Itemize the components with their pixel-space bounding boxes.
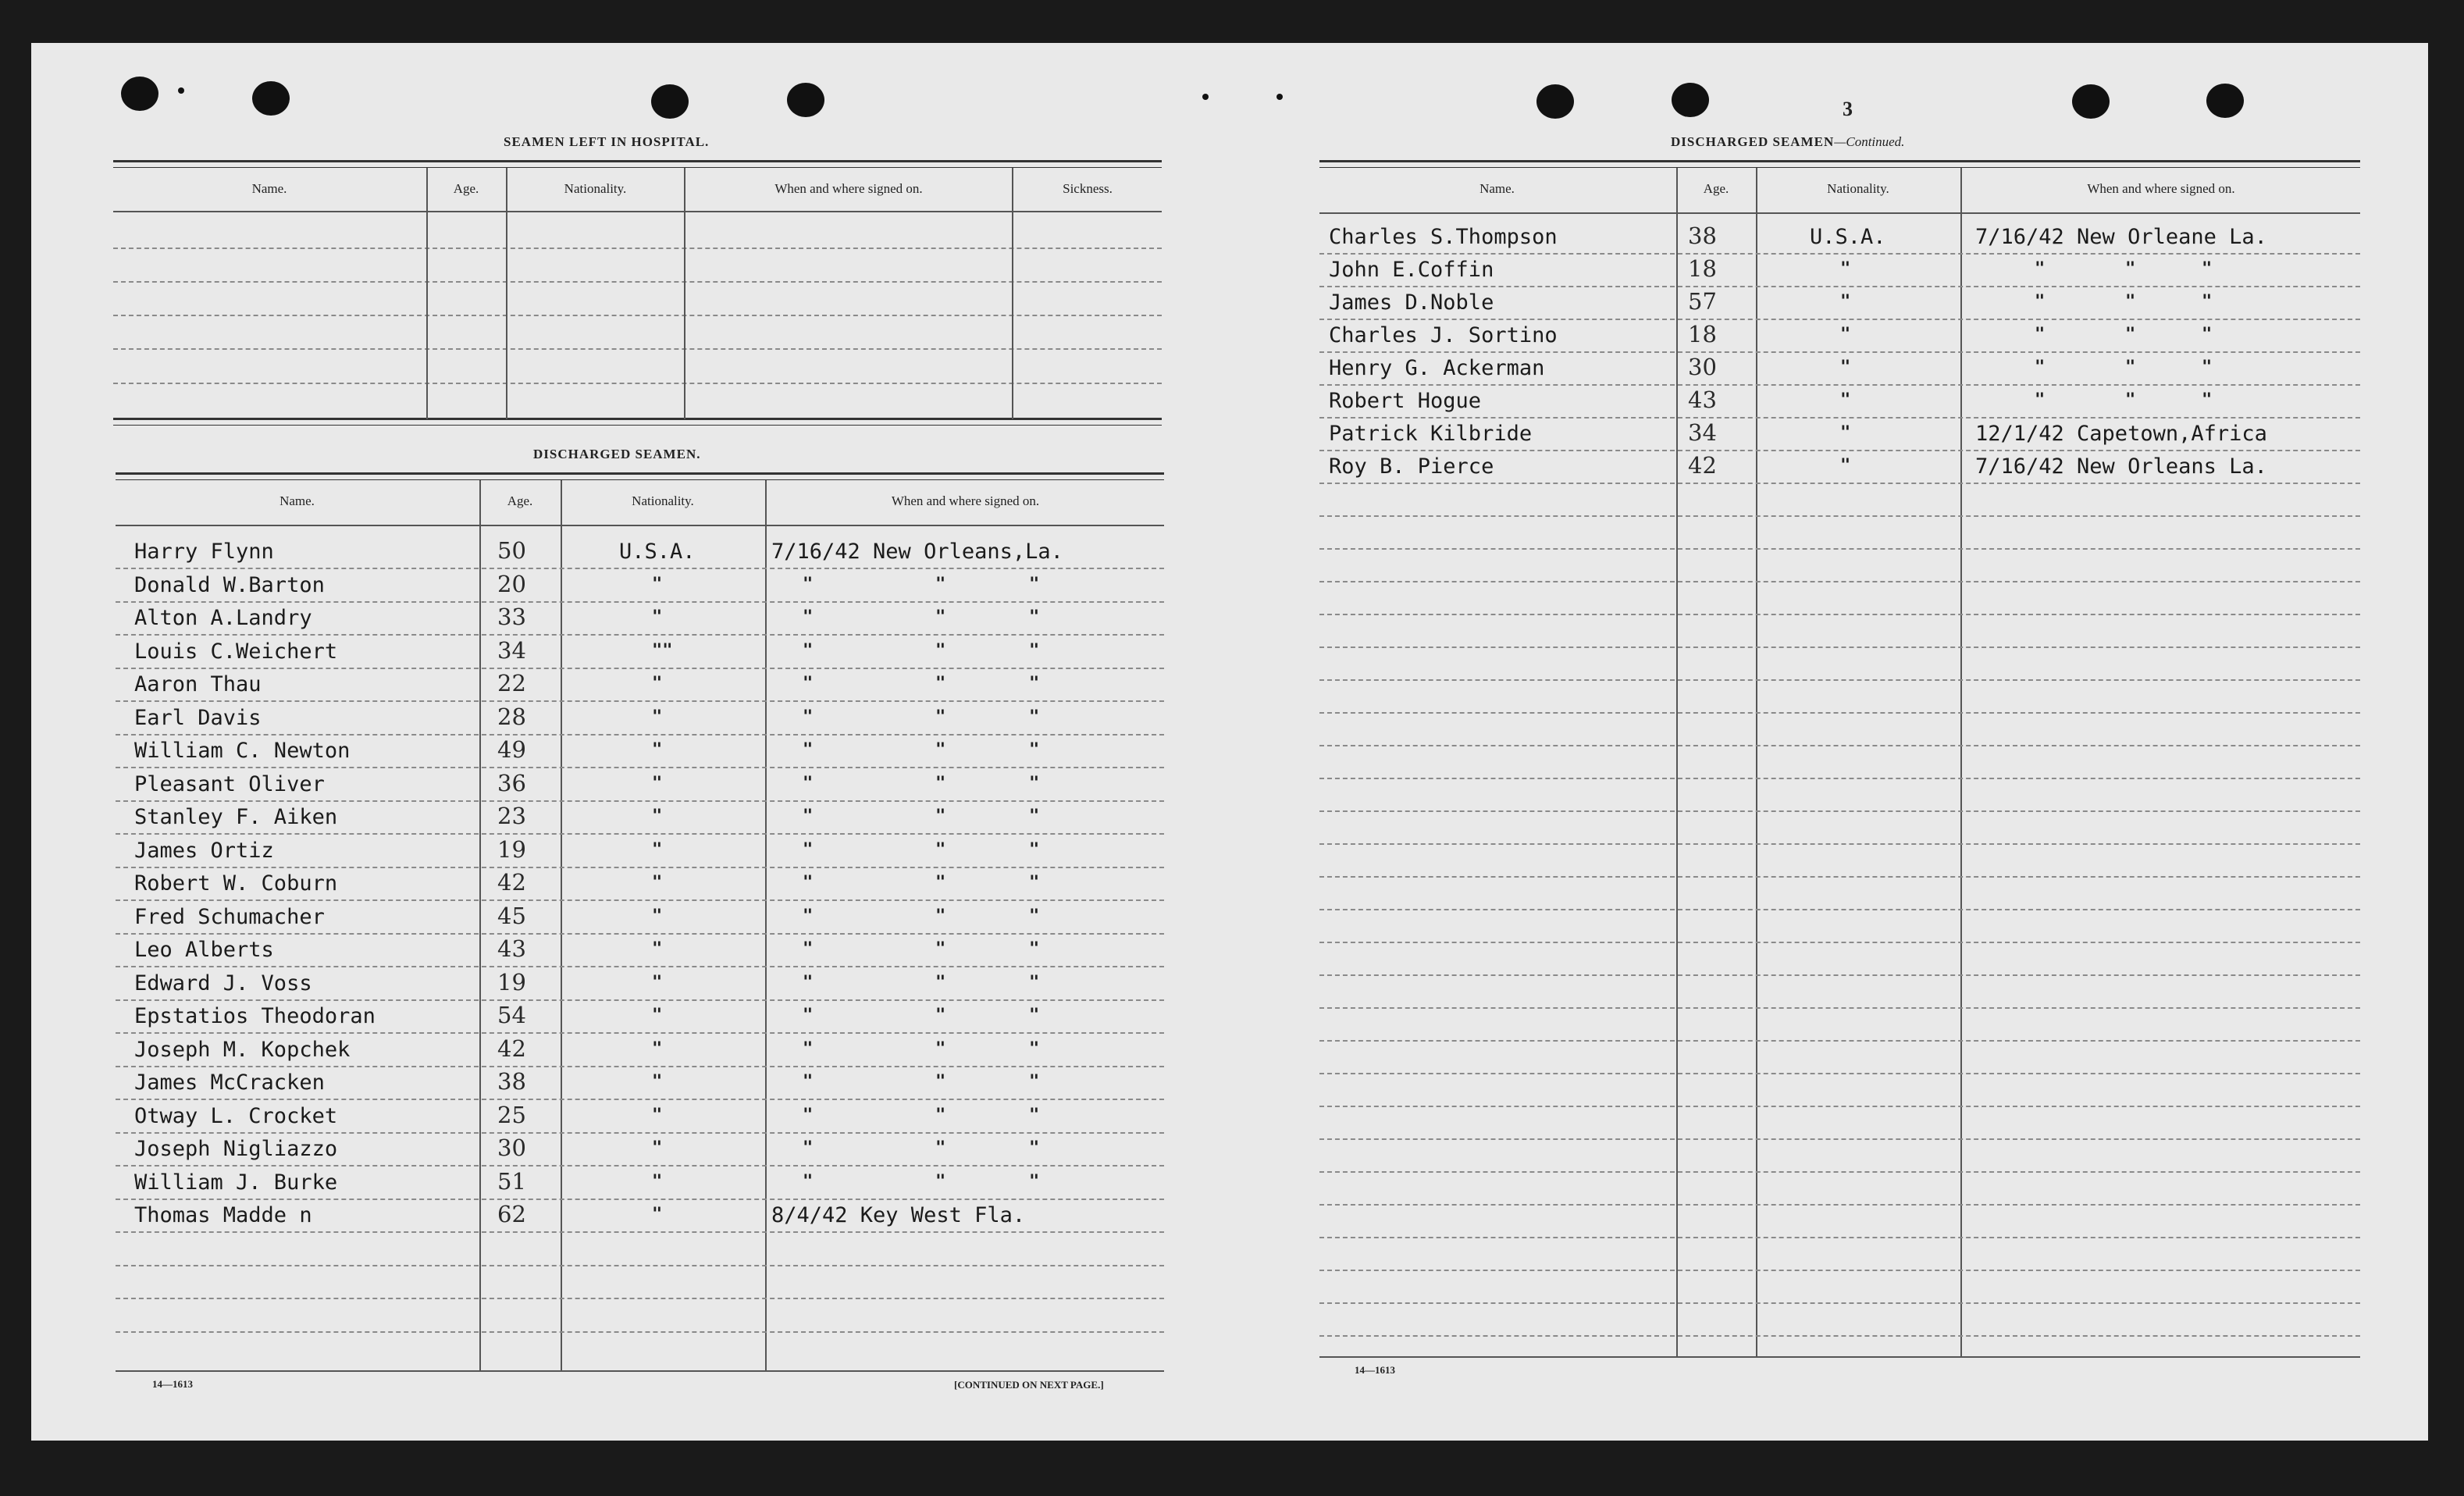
ditto-mark: " bbox=[935, 840, 946, 860]
seaman-signed-on: 12/1/42 Capetown,Africa bbox=[1975, 422, 2267, 446]
punch-hole bbox=[651, 84, 689, 119]
ditto-mark: " bbox=[803, 707, 814, 727]
seaman-signed-on: 8/4/42 Key West Fla. bbox=[771, 1203, 1026, 1227]
row-line bbox=[1319, 581, 2360, 582]
hospital-col-nationality: Nationality. bbox=[564, 181, 627, 196]
ditto-mark: " bbox=[803, 1006, 814, 1025]
row-line bbox=[1319, 286, 2360, 287]
seaman-name: Roy B. Pierce bbox=[1329, 454, 1494, 479]
seaman-name: Leo Alberts bbox=[134, 938, 274, 962]
row-line bbox=[1319, 909, 2360, 910]
continued-note: [CONTINUED ON NEXT PAGE.] bbox=[954, 1379, 1104, 1391]
ditto-mark: " bbox=[935, 973, 946, 992]
punch-hole bbox=[787, 83, 824, 117]
seaman-nationality: " bbox=[1840, 423, 1851, 443]
row-line bbox=[1319, 1007, 2360, 1009]
speck bbox=[178, 87, 184, 94]
hospital-header-rule bbox=[113, 211, 1162, 212]
row-line bbox=[1319, 548, 2360, 550]
hospital-bottom-rule bbox=[113, 418, 1162, 426]
row-line bbox=[116, 568, 1164, 569]
seaman-name: Fred Schumacher bbox=[134, 905, 325, 929]
seaman-age: 38 bbox=[497, 1068, 526, 1095]
row-line bbox=[1319, 417, 2360, 419]
row-line bbox=[1319, 1171, 2360, 1173]
hospital-section-title: SEAMEN LEFT IN HOSPITAL. bbox=[504, 134, 710, 149]
seaman-age: 38 bbox=[1688, 223, 1717, 249]
row-line bbox=[1319, 974, 2360, 976]
ditto-mark: " bbox=[2125, 292, 2136, 312]
ditto-mark: " bbox=[1029, 740, 1040, 760]
seaman-name: Thomas Madde n bbox=[134, 1203, 312, 1227]
seaman-age: 42 bbox=[1688, 452, 1717, 479]
seaman-signed-on: 7/16/42 New Orleans La. bbox=[1975, 454, 2267, 479]
ditto-mark: " bbox=[935, 939, 946, 959]
seaman-name: Robert Hogue bbox=[1329, 389, 1482, 413]
discharged-right-bottom-rule bbox=[1319, 1356, 2360, 1358]
seaman-nationality: " bbox=[652, 1172, 663, 1191]
seaman-nationality: " bbox=[1840, 390, 1851, 410]
seaman-name: Edward J. Voss bbox=[134, 971, 312, 996]
seaman-age: 18 bbox=[1688, 321, 1717, 347]
punch-hole bbox=[2072, 84, 2110, 119]
punch-hole bbox=[1672, 83, 1709, 117]
seaman-name: Patrick Kilbride bbox=[1329, 422, 1533, 446]
hospital-col-divider bbox=[426, 168, 428, 419]
ditto-mark: " bbox=[803, 1106, 814, 1125]
row-line bbox=[116, 966, 1164, 967]
seaman-name: Robert W. Coburn bbox=[134, 871, 338, 896]
form-number-left: 14—1613 bbox=[152, 1378, 193, 1390]
seaman-name: Alton A.Landry bbox=[134, 606, 312, 630]
seaman-name: Harry Flynn bbox=[134, 540, 274, 564]
seaman-signed-on: 7/16/42 New Orleane La. bbox=[1975, 225, 2267, 249]
hospital-row-line bbox=[113, 315, 1162, 316]
form-number-right: 14—1613 bbox=[1355, 1364, 1395, 1376]
ditto-mark: " bbox=[803, 674, 814, 693]
seaman-age: 23 bbox=[497, 803, 526, 829]
ditto-mark: " bbox=[2125, 259, 2136, 279]
ditto-mark: " bbox=[2125, 358, 2136, 377]
ditto-mark: " bbox=[1029, 973, 1040, 992]
ditto-mark: " bbox=[1029, 873, 1040, 892]
seaman-nationality: " bbox=[652, 1072, 663, 1092]
seaman-age: 34 bbox=[497, 637, 526, 664]
hospital-col-sickness: Sickness. bbox=[1063, 181, 1113, 196]
seaman-name: James Ortiz bbox=[134, 839, 274, 863]
discharged-right-title-text: DISCHARGED SEAMEN bbox=[1671, 134, 1835, 149]
row-line bbox=[1319, 253, 2360, 255]
ditto-mark: " bbox=[1029, 1039, 1040, 1059]
seaman-age: 43 bbox=[497, 935, 526, 962]
row-line bbox=[1319, 810, 2360, 812]
seaman-age: 19 bbox=[497, 836, 526, 863]
row-line bbox=[116, 1298, 1164, 1299]
ditto-mark: " bbox=[803, 873, 814, 892]
discharged-right-title-suffix: —Continued. bbox=[1834, 134, 1905, 149]
seaman-age: 36 bbox=[497, 770, 526, 796]
seaman-nationality: " bbox=[1840, 259, 1851, 279]
seaman-nationality: " bbox=[1840, 292, 1851, 312]
seaman-nationality: " bbox=[1840, 456, 1851, 476]
ditto-mark: " bbox=[803, 575, 814, 594]
discharged-left-col-nationality: Nationality. bbox=[632, 493, 694, 508]
ditto-mark: " bbox=[2202, 390, 2213, 410]
seaman-signed-on: 7/16/42 New Orleans,La. bbox=[771, 540, 1063, 564]
discharged-right-title bbox=[1671, 134, 1904, 150]
ditto-mark: " bbox=[2035, 358, 2046, 377]
hospital-top-rule bbox=[113, 160, 1162, 168]
seaman-age: 28 bbox=[497, 703, 526, 730]
ditto-mark: " bbox=[935, 1138, 946, 1158]
hospital-col-divider bbox=[1012, 168, 1013, 419]
discharged-right-col-divider bbox=[1756, 168, 1757, 1356]
hospital-col-name: Name. bbox=[251, 181, 287, 196]
ditto-mark: " bbox=[803, 973, 814, 992]
ditto-mark: " bbox=[803, 807, 814, 826]
seaman-name: Louis C.Weichert bbox=[134, 639, 338, 664]
row-line bbox=[1319, 384, 2360, 386]
row-line bbox=[1319, 1302, 2360, 1304]
ditto-mark: " bbox=[1029, 774, 1040, 793]
seaman-age: 51 bbox=[497, 1168, 526, 1195]
ditto-mark: " bbox=[803, 774, 814, 793]
row-line bbox=[116, 1199, 1164, 1200]
discharged-left-title: DISCHARGED SEAMEN. bbox=[533, 447, 701, 461]
row-line bbox=[116, 933, 1164, 935]
ditto-mark: " bbox=[803, 939, 814, 959]
ditto-mark: " bbox=[1029, 607, 1040, 627]
ditto-mark: " bbox=[2125, 390, 2136, 410]
ditto-mark: " bbox=[935, 1039, 946, 1059]
hospital-col-divider bbox=[506, 168, 507, 419]
discharged-left-col-name: Name. bbox=[280, 493, 315, 508]
ditto-mark: " bbox=[1029, 641, 1040, 661]
seaman-name: William C. Newton bbox=[134, 739, 351, 763]
discharged-right-top-rule bbox=[1319, 160, 2360, 168]
seaman-nationality: " bbox=[1840, 358, 1851, 377]
ditto-mark: " bbox=[2202, 358, 2213, 377]
ditto-mark: " bbox=[1029, 575, 1040, 594]
row-line bbox=[116, 1066, 1164, 1067]
seaman-age: 18 bbox=[1688, 255, 1717, 282]
row-line bbox=[1319, 712, 2360, 714]
seaman-age: 33 bbox=[497, 604, 526, 630]
seaman-name: Epstatios Theodoran bbox=[134, 1004, 376, 1028]
seaman-nationality: " bbox=[652, 575, 663, 594]
ditto-mark: " bbox=[935, 807, 946, 826]
seaman-nationality: " bbox=[652, 707, 663, 727]
discharged-right-col-divider bbox=[1960, 168, 1962, 1356]
row-line bbox=[1319, 843, 2360, 845]
seaman-age: 19 bbox=[497, 969, 526, 996]
seaman-name: Earl Davis bbox=[134, 706, 262, 730]
row-line bbox=[1319, 1204, 2360, 1206]
punch-hole bbox=[2206, 84, 2244, 118]
seaman-name: Stanley F. Aiken bbox=[134, 805, 338, 829]
seaman-age: 49 bbox=[497, 736, 526, 763]
ditto-mark: " bbox=[935, 1006, 946, 1025]
punch-hole bbox=[1536, 84, 1574, 119]
seaman-nationality: " bbox=[652, 740, 663, 760]
seaman-name: Charles S.Thompson bbox=[1329, 225, 1558, 249]
row-line bbox=[116, 867, 1164, 868]
ditto-mark: " bbox=[935, 1172, 946, 1191]
hospital-col-signed-on: When and where signed on. bbox=[774, 181, 923, 196]
seaman-nationality: U.S.A. bbox=[619, 540, 696, 564]
row-line bbox=[1319, 1237, 2360, 1238]
seaman-age: 20 bbox=[497, 571, 526, 597]
ditto-mark: " bbox=[803, 1138, 814, 1158]
ditto-mark: " bbox=[935, 575, 946, 594]
seaman-name: Joseph Nigliazzo bbox=[134, 1137, 338, 1161]
row-line bbox=[116, 1099, 1164, 1100]
seaman-name: John E.Coffin bbox=[1329, 258, 1494, 282]
seaman-nationality: U.S.A. bbox=[1810, 225, 1886, 249]
ditto-mark: " bbox=[935, 1072, 946, 1092]
discharged-right-col-nationality: Nationality. bbox=[1827, 181, 1889, 196]
seaman-age: 30 bbox=[497, 1134, 526, 1161]
discharged-right-header-rule bbox=[1319, 212, 2360, 214]
row-line bbox=[1319, 1040, 2360, 1042]
seaman-nationality: " bbox=[652, 774, 663, 793]
ditto-mark: " bbox=[803, 907, 814, 926]
seaman-age: 43 bbox=[1688, 386, 1717, 413]
seaman-name: Otway L. Crocket bbox=[134, 1104, 338, 1128]
ditto-mark: " bbox=[1029, 1138, 1040, 1158]
ditto-mark: " bbox=[1029, 1006, 1040, 1025]
row-line bbox=[1319, 1138, 2360, 1140]
seaman-nationality: " bbox=[1840, 325, 1851, 344]
hospital-row-line bbox=[113, 383, 1162, 384]
ditto-mark: " bbox=[1029, 840, 1040, 860]
punch-hole bbox=[121, 77, 158, 111]
hospital-row-line bbox=[113, 248, 1162, 249]
seaman-nationality: " bbox=[652, 607, 663, 627]
ditto-mark: " bbox=[935, 774, 946, 793]
row-line bbox=[1319, 1073, 2360, 1074]
discharged-left-col-divider bbox=[561, 480, 562, 1370]
ditto-mark: " bbox=[935, 607, 946, 627]
hospital-row-line bbox=[113, 281, 1162, 283]
ditto-mark: " bbox=[2202, 292, 2213, 312]
seaman-age: 42 bbox=[497, 869, 526, 896]
row-line bbox=[116, 1132, 1164, 1134]
ditto-mark: " bbox=[803, 607, 814, 627]
row-line bbox=[116, 1265, 1164, 1266]
row-line bbox=[1319, 614, 2360, 615]
ditto-mark: " bbox=[1029, 939, 1040, 959]
discharged-left-header-rule bbox=[116, 525, 1164, 526]
ditto-mark: " bbox=[1029, 907, 1040, 926]
row-line bbox=[116, 1032, 1164, 1034]
ditto-mark: " bbox=[1029, 707, 1040, 727]
ditto-mark: " bbox=[803, 1039, 814, 1059]
punch-hole bbox=[252, 81, 290, 116]
ditto-mark: " bbox=[1029, 1172, 1040, 1191]
discharged-left-col-divider bbox=[479, 480, 481, 1370]
row-line bbox=[116, 767, 1164, 768]
seaman-nationality: " bbox=[652, 939, 663, 959]
row-line bbox=[116, 734, 1164, 736]
seaman-age: 62 bbox=[497, 1201, 526, 1227]
seaman-name: Charles J. Sortino bbox=[1329, 323, 1558, 347]
seaman-nationality: " bbox=[652, 1138, 663, 1158]
ditto-mark: " bbox=[935, 740, 946, 760]
ditto-mark: " bbox=[935, 707, 946, 727]
ditto-mark: " bbox=[2035, 259, 2046, 279]
ditto-mark: " bbox=[1029, 674, 1040, 693]
seaman-name: Joseph M. Kopchek bbox=[134, 1038, 351, 1062]
ditto-mark: " bbox=[1029, 1106, 1040, 1125]
ditto-mark: " bbox=[803, 1072, 814, 1092]
discharged-left-col-signed-on: When and where signed on. bbox=[891, 493, 1040, 508]
seaman-nationality: "" bbox=[652, 641, 673, 661]
row-line bbox=[1319, 351, 2360, 353]
row-line bbox=[116, 999, 1164, 1001]
discharged-left-top-rule bbox=[116, 472, 1164, 480]
seaman-nationality: " bbox=[652, 1106, 663, 1125]
ditto-mark: " bbox=[935, 641, 946, 661]
seaman-age: 34 bbox=[1688, 419, 1717, 446]
ditto-mark: " bbox=[803, 840, 814, 860]
seaman-name: James McCracken bbox=[134, 1070, 325, 1095]
row-line bbox=[116, 700, 1164, 702]
seaman-age: 22 bbox=[497, 670, 526, 696]
row-line bbox=[1319, 679, 2360, 681]
row-line bbox=[1319, 319, 2360, 320]
discharged-right-col-signed-on: When and where signed on. bbox=[2087, 181, 2235, 196]
seaman-nationality: " bbox=[652, 674, 663, 693]
seaman-name: James D.Noble bbox=[1329, 290, 1494, 315]
ditto-mark: " bbox=[803, 740, 814, 760]
row-line bbox=[1319, 646, 2360, 648]
page-number: 3 bbox=[1843, 98, 1853, 120]
seaman-name: Henry G. Ackerman bbox=[1329, 356, 1545, 380]
row-line bbox=[1319, 1270, 2360, 1271]
ditto-mark: " bbox=[2125, 325, 2136, 344]
row-line bbox=[1319, 1335, 2360, 1337]
discharged-left-col-age: Age. bbox=[507, 493, 533, 508]
seaman-nationality: " bbox=[652, 840, 663, 860]
row-line bbox=[1319, 515, 2360, 517]
ditto-mark: " bbox=[935, 674, 946, 693]
seaman-nationality: " bbox=[652, 907, 663, 926]
row-line bbox=[1319, 942, 2360, 943]
seaman-nationality: " bbox=[652, 973, 663, 992]
seaman-age: 30 bbox=[1688, 354, 1717, 380]
ditto-mark: " bbox=[2035, 390, 2046, 410]
ditto-mark: " bbox=[2202, 325, 2213, 344]
row-line bbox=[116, 1165, 1164, 1167]
seaman-nationality: " bbox=[652, 807, 663, 826]
ditto-mark: " bbox=[1029, 1072, 1040, 1092]
seaman-name: Pleasant Oliver bbox=[134, 772, 325, 796]
seaman-nationality: " bbox=[652, 1006, 663, 1025]
seaman-nationality: " bbox=[652, 1039, 663, 1059]
row-line bbox=[1319, 483, 2360, 484]
discharged-left-col-divider bbox=[765, 480, 767, 1370]
ditto-mark: " bbox=[2202, 259, 2213, 279]
seaman-age: 42 bbox=[497, 1035, 526, 1062]
ditto-mark: " bbox=[935, 873, 946, 892]
ditto-mark: " bbox=[803, 641, 814, 661]
row-line bbox=[1319, 1106, 2360, 1107]
speck bbox=[1277, 94, 1283, 100]
hospital-col-divider bbox=[684, 168, 685, 419]
ditto-mark: " bbox=[935, 1106, 946, 1125]
row-line bbox=[1319, 778, 2360, 779]
discharged-left-bottom-rule bbox=[116, 1370, 1164, 1372]
row-line bbox=[116, 668, 1164, 669]
row-line bbox=[1319, 745, 2360, 746]
row-line bbox=[1319, 450, 2360, 451]
row-line bbox=[116, 634, 1164, 636]
seaman-age: 54 bbox=[497, 1002, 526, 1028]
seaman-age: 45 bbox=[497, 903, 526, 929]
hospital-col-age: Age. bbox=[453, 181, 479, 196]
seaman-name: Donald W.Barton bbox=[134, 573, 325, 597]
ditto-mark: " bbox=[2035, 325, 2046, 344]
ditto-mark: " bbox=[1029, 807, 1040, 826]
discharged-right-col-age: Age. bbox=[1703, 181, 1729, 196]
row-line bbox=[1319, 876, 2360, 878]
seaman-name: William J. Burke bbox=[134, 1170, 338, 1195]
seaman-age: 50 bbox=[497, 537, 526, 564]
discharged-right-col-divider bbox=[1676, 168, 1678, 1356]
row-line bbox=[116, 833, 1164, 835]
discharged-right-col-name: Name. bbox=[1479, 181, 1515, 196]
row-line bbox=[116, 601, 1164, 603]
row-line bbox=[116, 899, 1164, 901]
row-line bbox=[116, 1331, 1164, 1333]
seaman-age: 57 bbox=[1688, 288, 1717, 315]
seaman-age: 25 bbox=[497, 1102, 526, 1128]
seaman-nationality: " bbox=[652, 1205, 663, 1224]
hospital-row-line bbox=[113, 348, 1162, 350]
speck bbox=[1202, 94, 1209, 100]
seaman-name: Aaron Thau bbox=[134, 672, 262, 696]
ditto-mark: " bbox=[935, 907, 946, 926]
ditto-mark: " bbox=[2035, 292, 2046, 312]
row-line bbox=[116, 1231, 1164, 1233]
seaman-nationality: " bbox=[652, 873, 663, 892]
row-line bbox=[116, 800, 1164, 802]
ditto-mark: " bbox=[803, 1172, 814, 1191]
